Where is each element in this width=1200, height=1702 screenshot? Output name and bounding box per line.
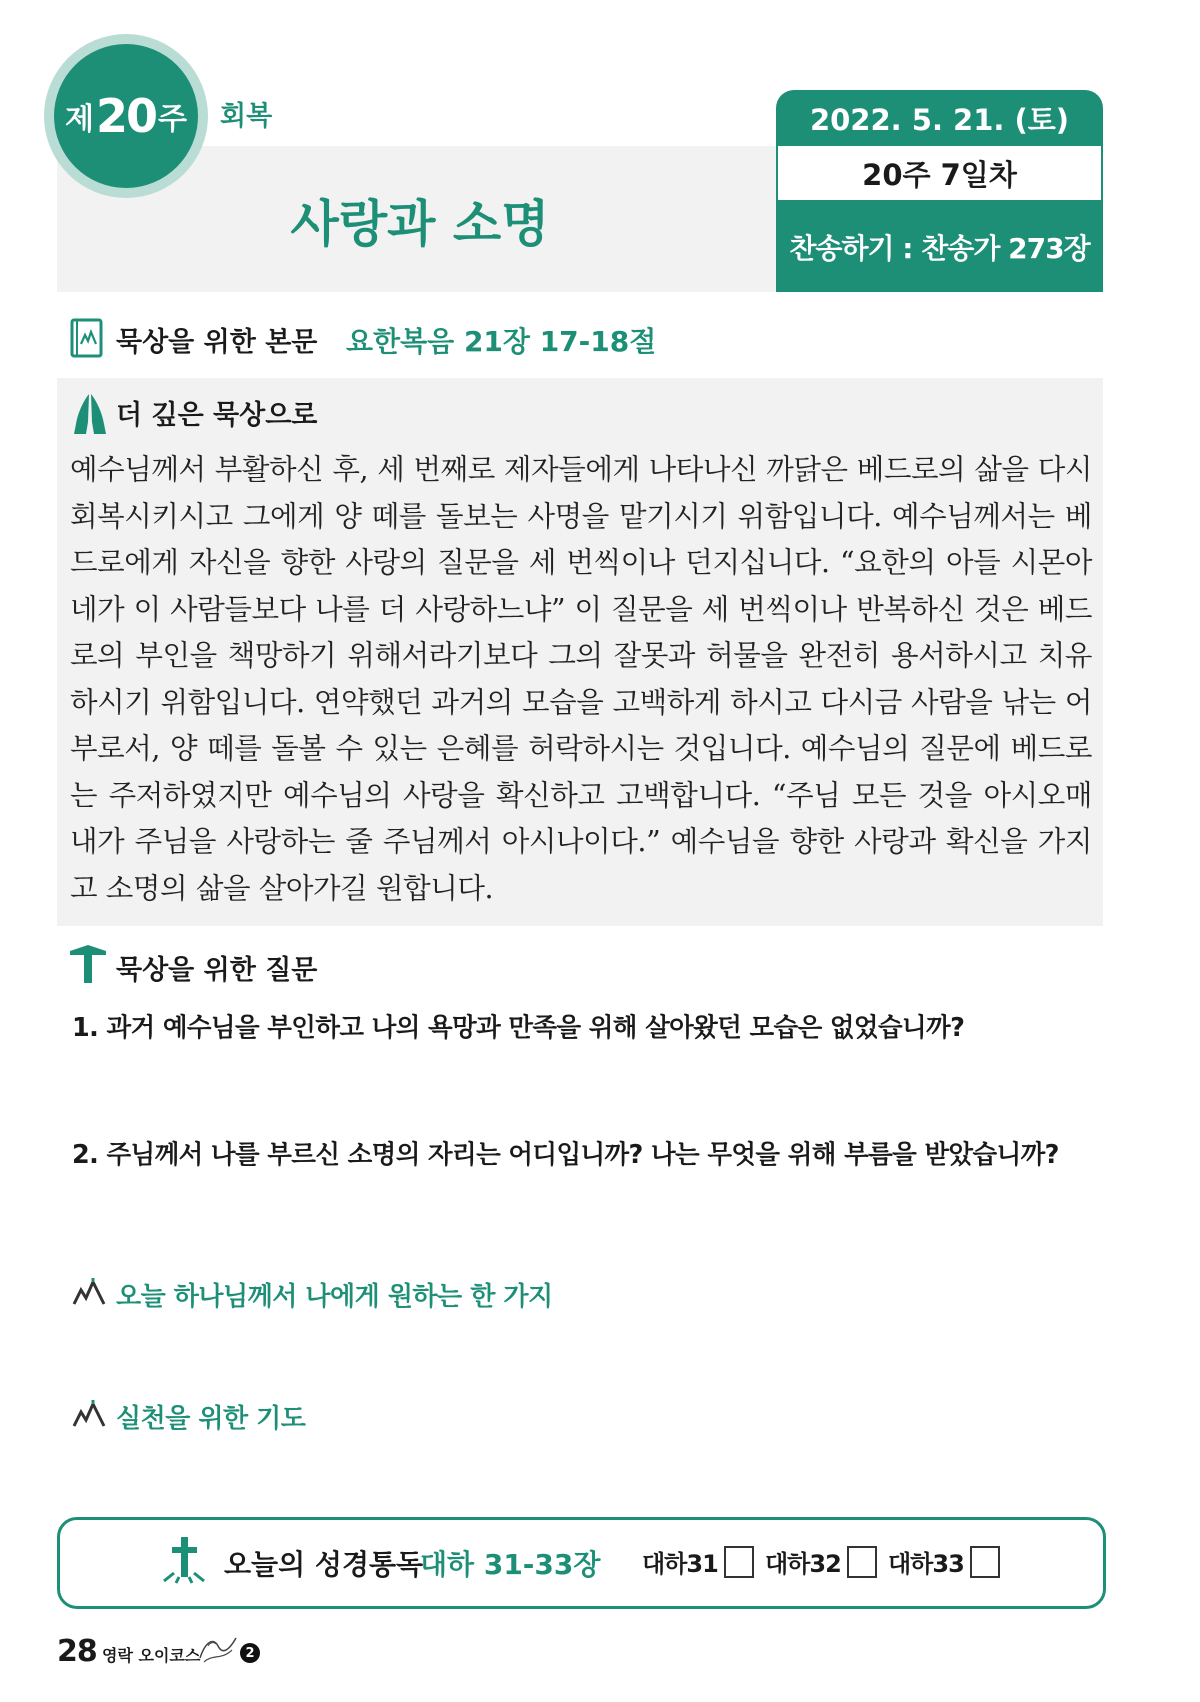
bible-book-icon: [70, 318, 103, 358]
week-prefix: 제: [65, 102, 94, 137]
theme-label: 회복: [220, 101, 273, 132]
prayer-prompt: 실천을 위한 기도: [116, 1404, 306, 1434]
checkbox[interactable]: [970, 1546, 1000, 1578]
reading-check-label: 대하32: [765, 1550, 841, 1578]
page-number: 28: [57, 1634, 97, 1669]
week-number: 20: [95, 89, 156, 143]
cross-with-rays-icon: [160, 1535, 208, 1585]
mountain-icon: [72, 1278, 106, 1306]
reading-check-label: 대하31: [642, 1550, 718, 1578]
praying-hands-icon: [70, 392, 110, 436]
week-badge: [54, 44, 198, 188]
reading-check-label: 대하33: [888, 1550, 964, 1578]
one-thing-prompt: 오늘 하나님께서 나에게 원하는 한 가지: [116, 1282, 553, 1312]
scripture-label: 묵상을 위한 본문: [116, 327, 318, 358]
scripture-reference: 요한복음 21장 17-18절: [346, 325, 657, 358]
reading-reference: 대하 31-33장: [420, 1548, 601, 1581]
reading-check-3[interactable]: [888, 1544, 1000, 1579]
series-name: 영락 오이코스: [102, 1646, 201, 1665]
checkbox[interactable]: [847, 1546, 877, 1578]
question-2: 2. 주님께서 나를 부르신 소명의 자리는 어디입니까? 나는 무엇을 위해 부름을 받았습니까?: [72, 1140, 1059, 1170]
week-suffix: 주: [158, 102, 187, 137]
oikos-logo-icon: [196, 1632, 240, 1666]
hymn-text: 찬송하기 : 찬송가 273장: [789, 232, 1090, 265]
mountain-icon: [72, 1400, 106, 1428]
reading-check-2[interactable]: [765, 1544, 877, 1579]
volume-badge: 2: [240, 1643, 260, 1663]
reading-label: 오늘의 성경통독: [224, 1548, 424, 1581]
checkbox[interactable]: [724, 1546, 754, 1578]
deeper-meditation-title: 더 깊은 묵상으로: [116, 400, 318, 431]
page-title: 사랑과 소명: [290, 195, 550, 253]
deeper-meditation-body: 예수님께서 부활하신 후, 세 번째로 제자들에게 나타나신 까닭은 베드로의 삶을 다시 회복시키시고 그에게 양 떼를 돌보는 사명을 맡기시기 위함입니다. 예수님께서는 베드로에게 자신을 향한 사랑의 질문을 세 번씩이나 던지십니다. “요한의 아들 시몬아 네가 이 사람들보다 나를 더 사랑하느냐” 이 질문을 세 번씩이나 반복하신 것은 베드로의 부인을 책망하기 위해서라기보다 그의 잘못과 허물을 완전히 용서하시고 치유하시기 위함입니다. 연약했던 과거의 모습을 고백하게 하시고 다시금 사람을 낚는 어부로서, 양 떼를 돌볼 수 있는 은혜를 허락하시는 것입니다. 예수님의 질문에 베드로는 주저하였지만 예수님의 사랑을 확신하고 고백합니다. “주님 모든 것을 아시오매 내가 주님을 사랑하는 줄 주님께서 아시나이다.” 예수님을 향한 사랑과 확신을 가지고 소명의 삶을 살아가길 원합니다.: [70, 453, 1092, 905]
reading-check-1[interactable]: [642, 1544, 754, 1579]
questions-title: 묵상을 위한 질문: [116, 955, 318, 986]
date-box: [776, 90, 1103, 292]
question-1: 1. 과거 예수님을 부인하고 나의 욕망과 만족을 위해 살아왔던 모습은 없었습니까?: [72, 1013, 965, 1043]
day-count: 20주 7일차: [778, 146, 1101, 200]
cross-icon: [68, 943, 108, 985]
date-text: 2022. 5. 21. (토): [809, 103, 1070, 137]
